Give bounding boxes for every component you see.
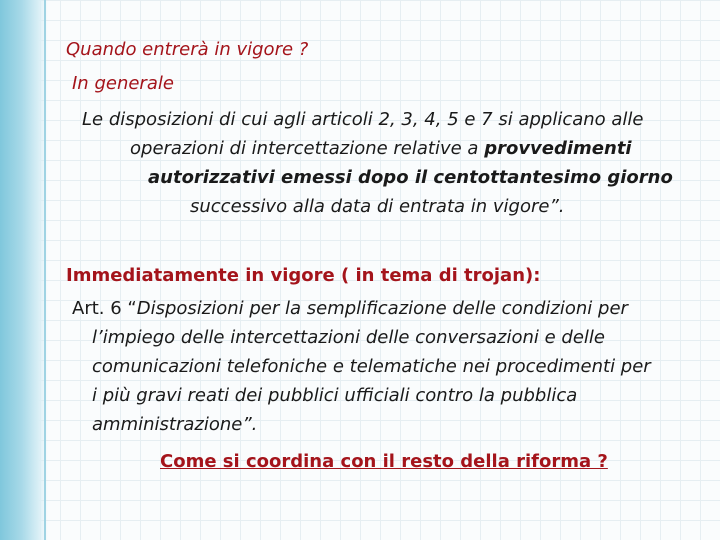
paragraph-line-2 [130,137,632,161]
article-line-3: comunicazioni telefoniche e telematiche nei procedimenti per [92,356,651,377]
paragraph-line-1: Le disposizioni di cui agli articoli 2, 3, 4, 5 e 7 si applicano alle [82,109,644,130]
article-line-1-text: Disposizioni per la semplificazione delle condizioni per [136,298,628,319]
article-line-1 [72,297,628,321]
article-line-4: i più gravi reati dei pubblici ufficiali contro la pubblica [92,385,578,406]
subheading-in-generale: In generale [72,73,174,94]
paragraph-line-4: successivo alla data di entrata in vigore”. [190,196,565,217]
paragraph-line-3: autorizzativi emessi dopo il centottantesimo giorno [148,167,673,188]
question-heading: Quando entrerà in vigore ? [66,39,309,60]
article-label: Art. 6 “ [72,298,137,319]
article-line-5: amministrazione”. [92,414,258,435]
section-heading-immediate: Immediatamente in vigore ( in tema di trojan): [66,265,541,286]
paragraph-line-2-bold: provvedimenti [484,138,632,159]
article-line-2: l’impiego delle intercettazioni delle conversazioni e delle [92,327,605,348]
paragraph-line-2-text: operazioni di intercettazione relative a [130,138,485,159]
closing-question: Come si coordina con il resto della riforma ? [160,451,608,472]
